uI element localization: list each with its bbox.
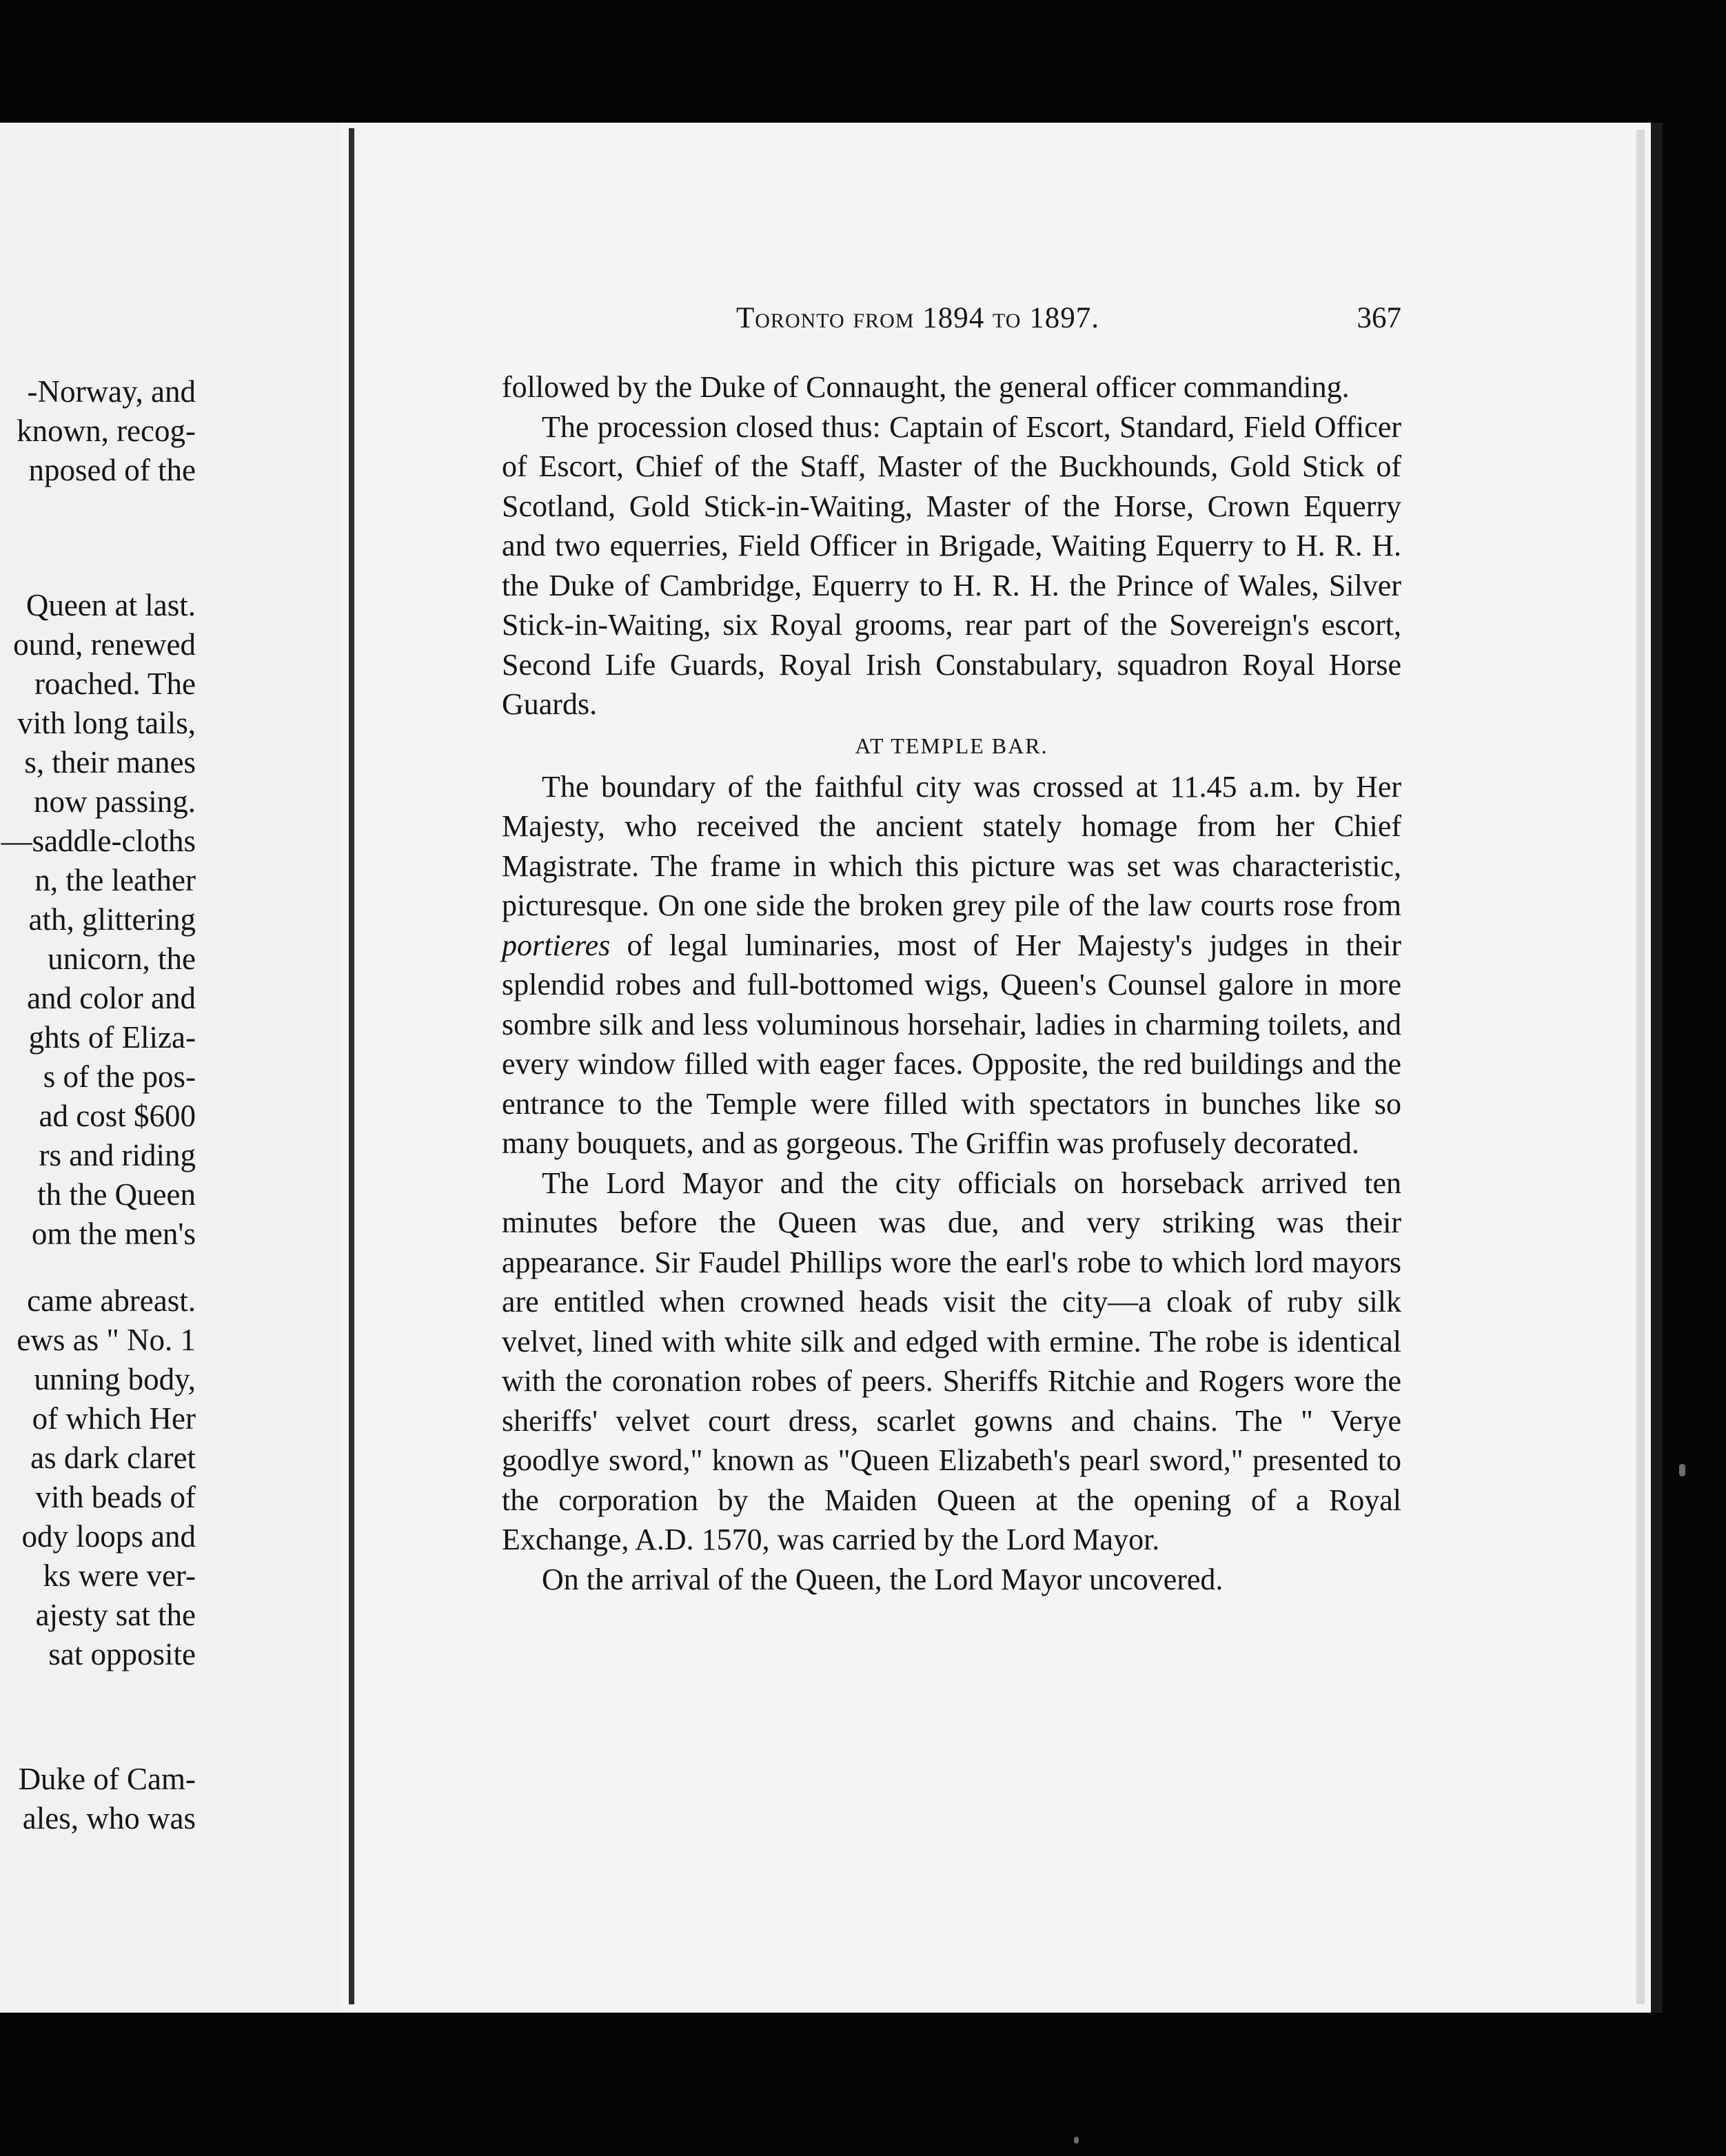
left-page-line: —saddle-cloths [1,824,196,858]
running-title: Toronto from 1894 to 1897. [736,302,1099,334]
left-page-line: ound, renewed [13,627,196,662]
left-page-line: as dark claret [30,1441,196,1475]
page-number: 367 [1357,302,1401,334]
paragraph-text: of legal luminaries, most of Her Majesty's judges in their splendid robes and full-bottomed wigs, Queen's Counsel galore in more sombre silk and less voluminous horsehair, ladies in charming toilets, and every window filled with eager faces. Opposite, the red buildings and the entrance to the Temple were filled with spectators in bunches like so many bouquets, and as gorgeous. The Griffin was profusely decorated. [502,928,1401,1160]
left-page-line: Duke of Cam- [18,1762,196,1796]
running-header [736,301,1401,343]
left-page-line: of which Her [32,1401,196,1436]
left-page-line: ales, who was [22,1801,196,1835]
left-page-line: came abreast. [27,1283,196,1318]
left-page-line: ks were ver- [43,1558,196,1593]
left-page-line: s of the pos- [43,1059,196,1094]
section-heading: AT TEMPLE BAR. [855,733,1048,758]
page-gutter-line [349,128,354,2004]
left-page-line: and color and [27,981,196,1015]
left-page-line: ajesty sat the [35,1598,196,1632]
left-page-line: rs and riding [39,1138,196,1172]
left-page-line: sat opposite [48,1637,196,1671]
left-page-line: th the Queen [37,1177,196,1212]
page-edge-highlight [1636,130,1645,2004]
left-page-line: nposed of the [28,453,196,487]
paragraph: On the arrival of the Queen, the Lord Mayor uncovered. [542,1562,1224,1596]
main-text [502,367,1401,1599]
paragraph-text: The boundary of the faithful city was crossed at 11.45 a.m. by Her Majesty, who received the ancient stately homage from her Chief Magistrate. The frame in which this picture was set was characteristic, picturesque. On one side the broken grey pile of the law courts rose from [502,769,1401,922]
paragraph: followed by the Duke of Connaught, the general officer commanding. [502,370,1350,404]
left-page-line: ody loops and [21,1519,196,1554]
left-page-line: ghts of Eliza- [28,1020,196,1055]
paragraph: The Lord Mayor and the city officials on horseback arrived ten minutes before the Queen was due, and very striking was their appearance. Sir Faudel Phillips wore the earl's robe to which lord mayors are entitled when crowned heads visit the city—a cloak of ruby silk velvet, lined with white silk and edged with ermine. The robe is identical with the coronation robes of peers. Sheriffs Ritchie and Rogers wore the sheriffs' velvet court dress, scarlet gowns and chains. The " Verye goodlye sword," known as "Queen Elizabeth's pearl sword," presented to the corporation by the Maiden Queen at the opening of a Royal Exchange, A.D. 1570, was carried by the Lord Mayor. [502,1166,1401,1556]
left-page-line: known, recog- [17,414,196,448]
left-page-line: -Norway, and [27,374,196,409]
left-page [0,123,344,2013]
page-edge-shadow [1651,123,1663,2013]
left-page-line: unicorn, the [48,942,196,976]
left-page-line: Queen at last. [26,588,196,622]
left-page-line: ath, glittering [28,902,196,937]
scan-speck [1679,1464,1685,1476]
left-page-line: vith long tails, [17,706,196,740]
left-page-line: s, their manes [24,745,196,780]
left-page-line: om the men's [31,1217,196,1251]
left-page-line: vith beads of [35,1480,196,1514]
left-page-line: ews as " No. 1 [17,1323,196,1357]
left-page-line: roached. The [34,667,196,701]
paragraph: The procession closed thus: Captain of Escort, Standard, Field Officer of Escort, Chief of the Staff, Master of the Buckhounds, Gold Stick of Scotland, Gold Stick-in-Waiting, Master of the Horse, Crown Equerry and two equerries, Field Officer in Brigade, Waiting Equerry to H. R. H. the Duke of Cambridge, Equerry to H. R. H. the Prince of Wales, Silver Stick-in-Waiting, six Royal grooms, rear part of the Sovereign's escort, Second Life Guards, Royal Irish Constabulary, squadron Royal Horse Guards. [502,409,1401,721]
italic-word: portieres [502,928,611,962]
left-page-line: unning body, [34,1362,196,1396]
left-page-line: ad cost $600 [39,1099,196,1133]
left-page-line: n, the leather [34,863,196,897]
scan-speck [1074,2137,1079,2144]
paragraph [502,767,1401,1163]
left-page-line: now passing. [34,784,196,819]
